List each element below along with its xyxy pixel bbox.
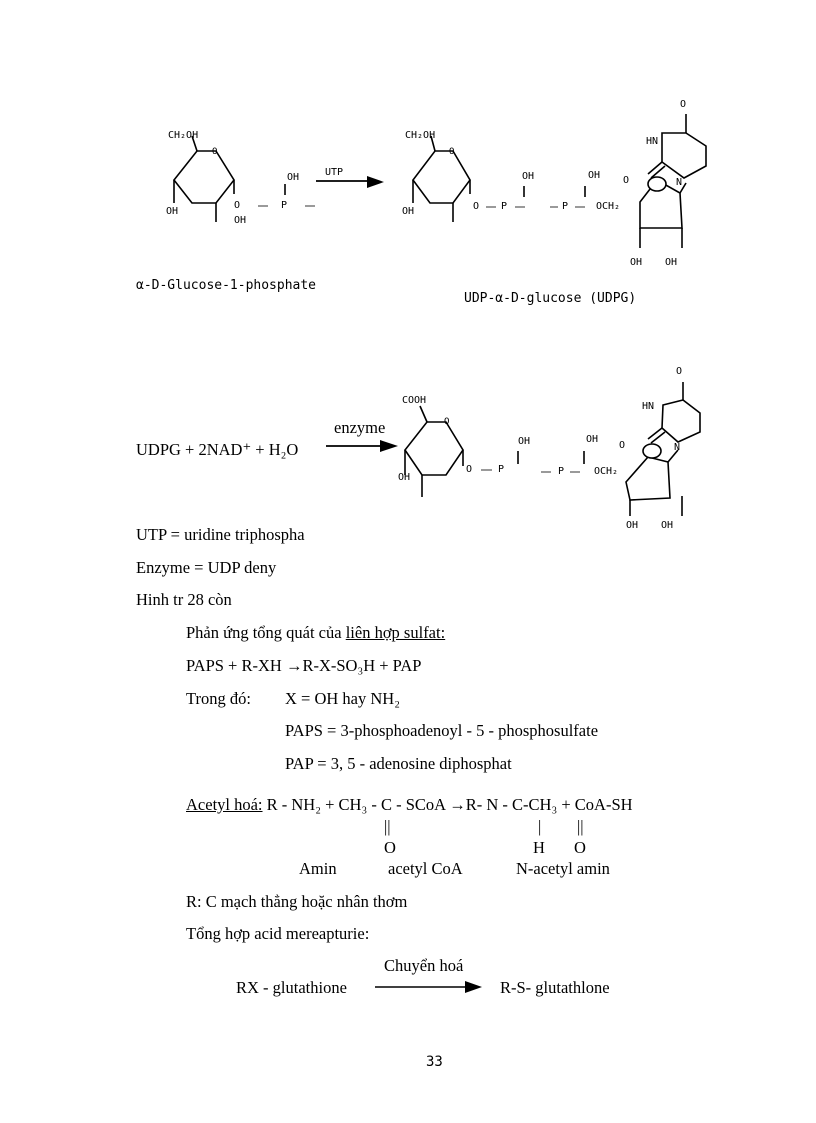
oh-label-1: OH (287, 172, 300, 183)
nh-bond: | (538, 817, 542, 836)
hn-label-2: HN (642, 401, 655, 412)
acetyl-equation-text: R - NH₂ + CH₃ - C - SCoA →R- N - C-CH₃ + CoA-SH (262, 795, 633, 814)
oh-label-10: OH (518, 436, 531, 447)
ring-oxygen-2: O (449, 147, 455, 157)
n-label-1: N (676, 177, 683, 188)
oh-label-2: OH (166, 206, 179, 217)
mercapturic-right: R-S- glutathlone (500, 978, 610, 997)
och2-label-2: OCH₂ (594, 466, 619, 477)
r-definition: R: C mạch thẳng hoặc nhân thơm (186, 892, 408, 911)
mercapturic-left: RX - glutathione (236, 978, 347, 997)
paps-definition: PAPS = 3-phosphoadenoyl - 5 - phosphosulfate (285, 721, 599, 740)
udpg-label: UDP-α-D-glucose (UDPG) (464, 291, 637, 306)
amide-hydrogen: H (533, 838, 545, 857)
acetyl-label: Acetyl hoá: (186, 795, 263, 814)
och2-label-1: OCH₂ (596, 201, 621, 212)
carbonyl-bond-1: || (384, 817, 391, 836)
oh-label-3: OH (234, 215, 247, 226)
sulfate-intro-underlined: liên hợp sulfat: (345, 623, 446, 642)
oh-label-4: OH (402, 206, 415, 217)
oh-label-12: OH (626, 520, 639, 531)
carbonyl-oxygen-1: O (384, 838, 396, 857)
amin-caption: Amin (299, 859, 337, 878)
uracil-oxygen-1: O (680, 99, 687, 110)
ring-oxygen-1: O (212, 147, 218, 157)
n-acetyl-amin-caption: N-acetyl amin (516, 859, 610, 878)
o-label-1: O (234, 200, 241, 211)
oh-label-9: OH (398, 472, 411, 483)
uracil-oxygen-2: O (623, 175, 630, 186)
hn-label-1: HN (646, 136, 659, 147)
enzyme-arrow-label: enzyme (334, 418, 386, 437)
p-label-5: P (558, 466, 565, 477)
cooh-label: COOH (402, 395, 427, 406)
x-definition: X = OH hay NH₂ (285, 689, 400, 708)
reaction2-equation: UDPG + 2NAD⁺ + H₂O (136, 440, 299, 459)
n-label-2: N (674, 442, 681, 453)
p-label-4: P (498, 464, 505, 475)
oh-label-8: OH (665, 257, 678, 268)
oh-label-13: OH (661, 520, 674, 531)
oh-label-6: OH (588, 170, 601, 181)
ch2oh-label-1: CH₂OH (168, 130, 199, 141)
where-label: Trong đó: (186, 689, 251, 708)
carbonyl-oxygen-2: O (574, 838, 586, 857)
oh-label-5: OH (522, 171, 535, 182)
ch2oh-label-2: CH₂OH (405, 130, 436, 141)
sulfate-intro-text: Phản ứng tổng quát của (186, 623, 346, 642)
p-label-3: P (562, 201, 569, 212)
page-number: 33 (426, 1054, 443, 1070)
glucose-1-phosphate-label: α-D-Glucose-1-phosphate (136, 278, 317, 293)
pap-definition: PAP = 3, 5 - adenosine diphosphat (285, 754, 512, 773)
enzyme-definition: Enzyme = UDP deny (136, 558, 277, 577)
figure-note: Hinh tr 28 còn (136, 590, 232, 609)
utp-definition: UTP = uridine triphospha (136, 525, 305, 544)
ring-oxygen-3: O (444, 417, 450, 427)
oh-label-7: OH (630, 257, 643, 268)
utp-arrow-label: UTP (325, 167, 344, 178)
p-label-1: P (281, 200, 288, 211)
sulfate-equation: PAPS + R-XH →R-X-SO₃H + PAP (186, 656, 422, 675)
carbonyl-bond-2: || (577, 817, 584, 836)
uracil-oxygen-3: O (676, 366, 683, 377)
oh-label-11: OH (586, 434, 599, 445)
uracil-oxygen-4: O (619, 440, 626, 451)
mercapturic-arrow-label: Chuyển hoá (384, 956, 464, 975)
p-label-2: P (501, 201, 508, 212)
o-label-3: O (466, 464, 473, 475)
o-label-2: O (473, 201, 480, 212)
mercapturic-title: Tổng hợp acid mereapturie: (186, 924, 370, 943)
acetyl-coa-caption: acetyl CoA (388, 859, 463, 878)
